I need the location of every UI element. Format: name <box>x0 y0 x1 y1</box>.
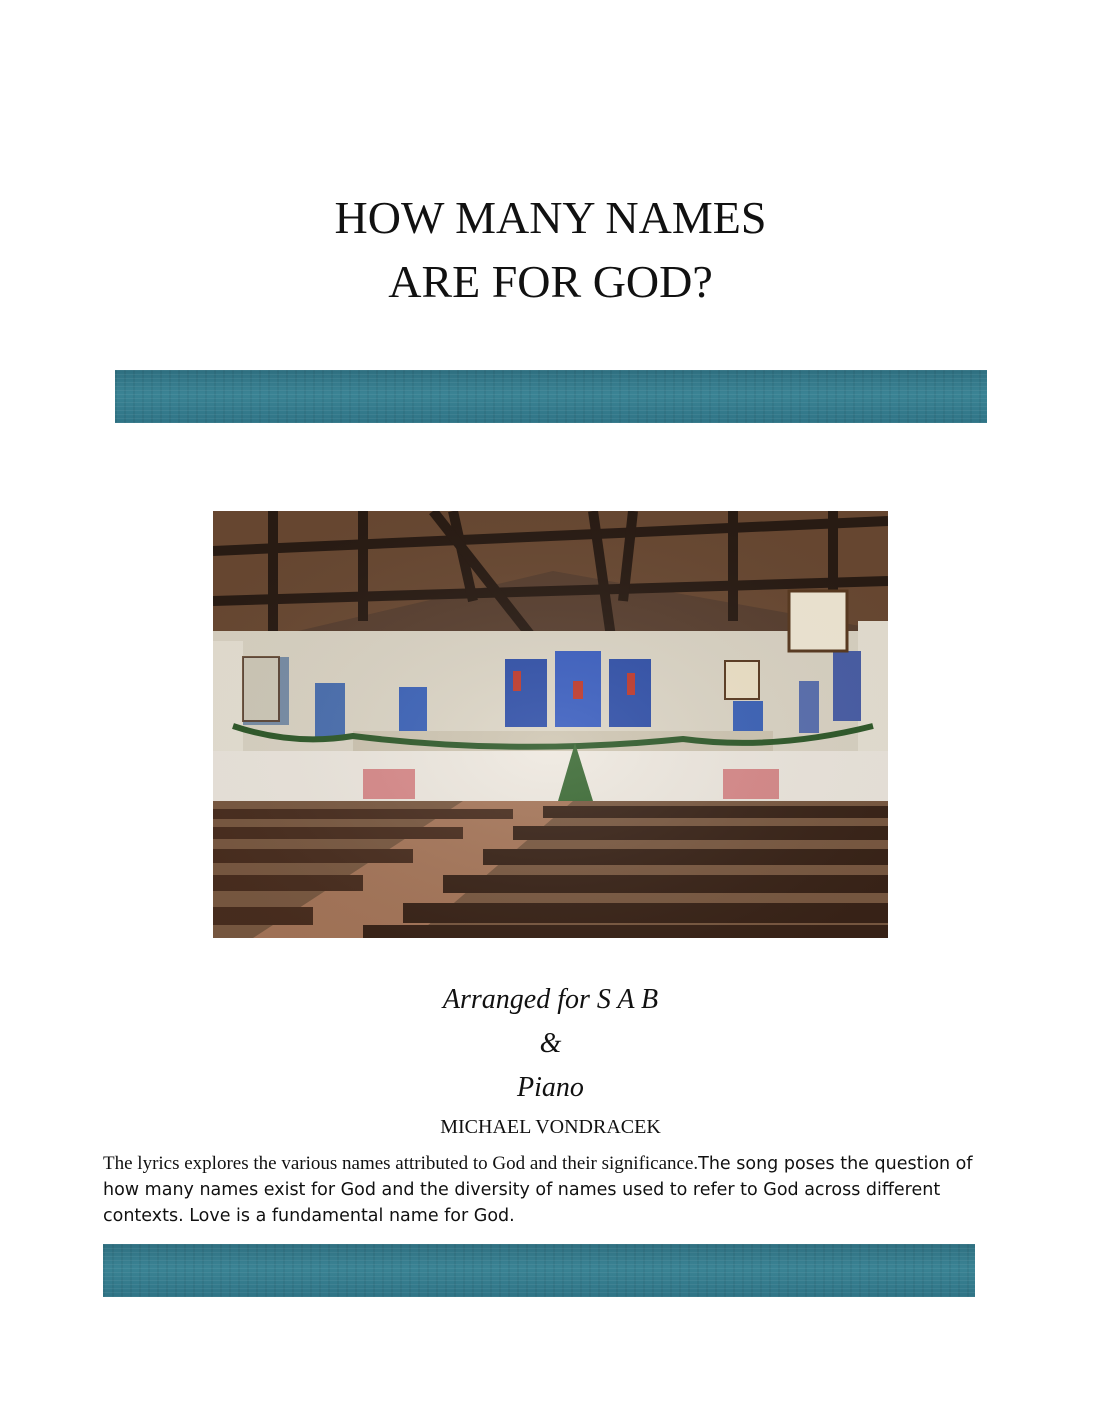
arrangement-voices: Arranged for S A B <box>442 984 659 1015</box>
title-line-1: HOW MANY NAMES <box>334 192 767 243</box>
song-description <box>103 1151 983 1229</box>
description-part-2: The song poses the question of how many names exist for God and the diversity of names used to refer to God across different contexts. Love is a fundamental name for God. <box>103 1154 973 1226</box>
decorative-band-top <box>115 370 987 423</box>
composer-name: MICHAEL VONDRACEK <box>440 1116 661 1138</box>
page-title <box>0 186 1101 314</box>
church-interior-photo <box>213 511 888 938</box>
arrangement-ampersand: & <box>539 1028 562 1059</box>
title-line-2: ARE FOR GOD? <box>388 256 713 307</box>
description-part-1: The lyrics explores the various names attributed to God and their significance. <box>103 1153 699 1174</box>
decorative-band-bottom <box>103 1244 975 1297</box>
arrangement-instrument: Piano <box>517 1072 584 1103</box>
